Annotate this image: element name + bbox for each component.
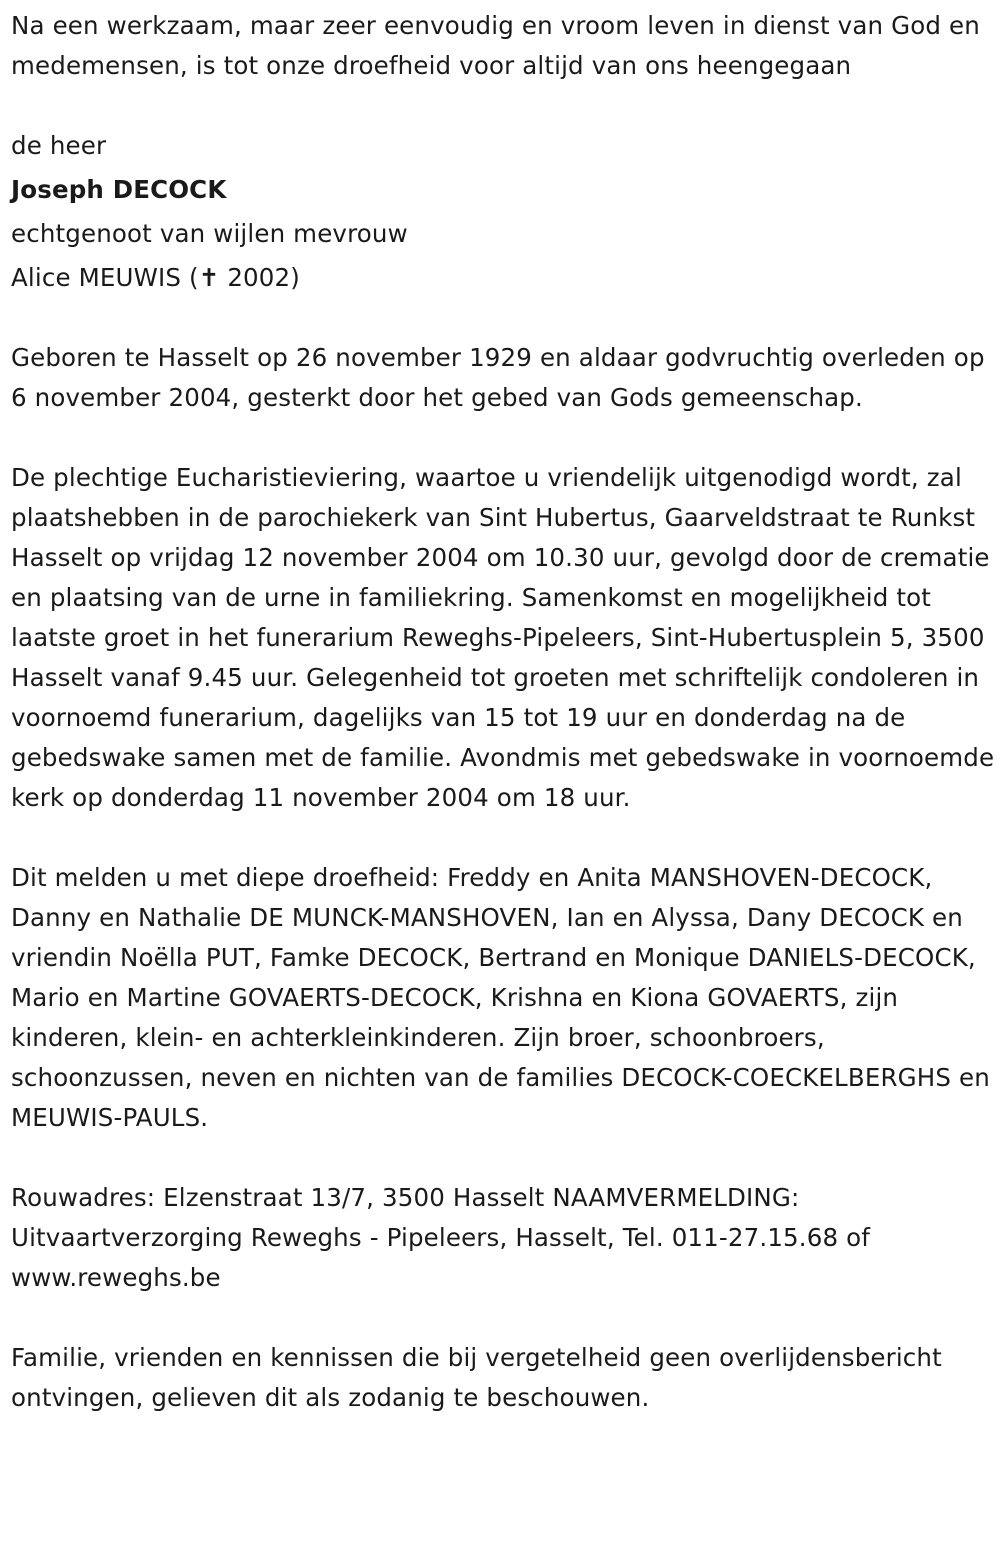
- spacer: [11, 418, 996, 458]
- deceased-name: Joseph DECOCK: [11, 175, 227, 204]
- spacer: [11, 1298, 996, 1338]
- obituary-notice: [11, 6, 996, 1418]
- salutation: de heer: [11, 131, 107, 160]
- spacer: [11, 86, 996, 126]
- spouse-line: echtgenoot van wijlen mevrouw: [11, 219, 408, 248]
- intro-paragraph: Na een werkzaam, maar zeer eenvoudig en vroom leven in dienst van God en medemensen, is tot onze droefheid voor altijd van ons heengegaan: [11, 11, 980, 80]
- spacer: [11, 1138, 996, 1178]
- birth-death-paragraph: Geboren te Hasselt op 26 november 1929 en aldaar godvruchtig overleden op 6 november 2004, gesterkt door het gebed van Gods gemeenschap.: [11, 343, 985, 412]
- address-paragraph: Rouwadres: Elzenstraat 13/7, 3500 Hasselt NAAMVERMELDING: Uitvaartverzorging Reweghs - Pipeleers, Hasselt, Tel. 011-27.15.68 of www.reweghs.be: [11, 1183, 871, 1292]
- spacer: [11, 818, 996, 858]
- ceremony-paragraph: De plechtige Eucharistieviering, waartoe u vriendelijk uitgenodigd wordt, zal plaatshebben in de parochiekerk van Sint Hubertus, Gaarveldstraat te Runkst Hasselt op vrijdag 12 november 2004 om 10.30 uur, gevolgd door de crematie en plaatsing van de urne in familiekring. Samenkomst en mogelijkheid tot laatste groet in het funerarium Reweghs-Pipeleers, Sint-Hubertusplein 5, 3500 Hasselt vanaf 9.45 uur. Gelegenheid tot groeten met schriftelijk condoleren in voornoemd funerarium, dagelijks van 15 tot 19 uur en donderdag na de gebedswake samen met de familie. Avondmis met gebedswake in voornoemde kerk op donderdag 11 november 2004 om 18 uur.: [11, 463, 995, 812]
- family-paragraph: Dit melden u met diepe droefheid: Freddy en Anita MANSHOVEN-DECOCK, Danny en Nathalie DE MUNCK-MANSHOVEN, Ian en Alyssa, Dany DECOCK en vriendin Noëlla PUT, Famke DECOCK, Bertrand en Monique DANIELS-DECOCK, Mario en Martine GOVAERTS-DECOCK, Krishna en Kiona GOVAERTS, zijn kinderen, klein- en achterkleinkinderen. Zijn broer, schoonbroers, schoonzussen, neven en nichten van de families DECOCK-COECKELBERGHS en MEUWIS-PAULS.: [11, 863, 990, 1132]
- closing-paragraph: Familie, vrienden en kennissen die bij vergetelheid geen overlijdensbericht ontvingen, gelieven dit als zodanig te beschouwen.: [11, 1343, 942, 1412]
- spacer: [11, 298, 996, 338]
- spouse-name: Alice MEUWIS (✝ 2002): [11, 263, 300, 292]
